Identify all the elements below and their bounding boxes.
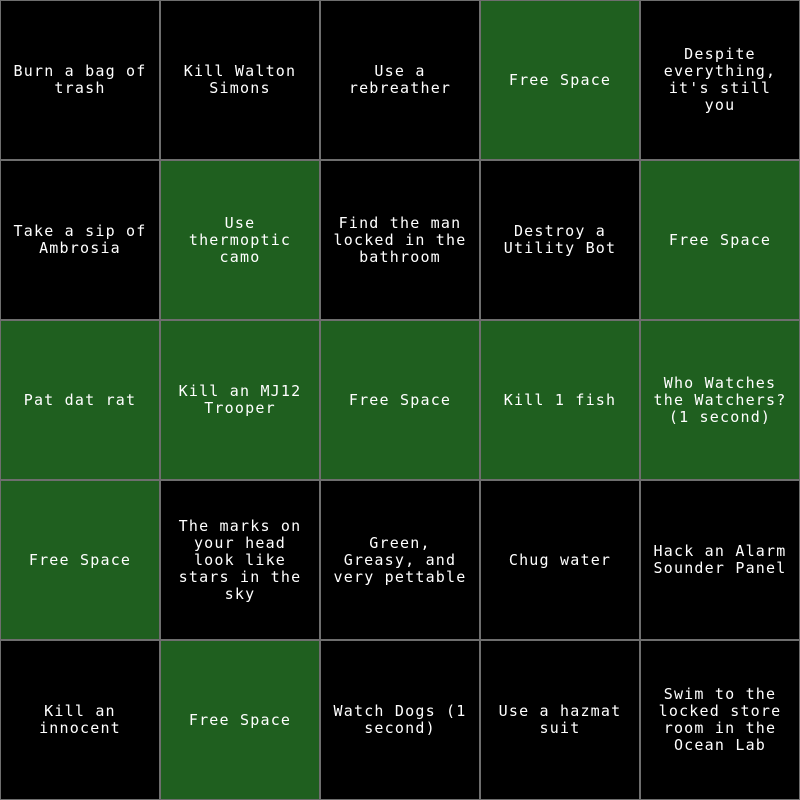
bingo-cell-label: Use thermoptic camo <box>188 213 292 266</box>
bingo-cell[interactable] <box>321 481 479 639</box>
bingo-cell[interactable] <box>1 481 159 639</box>
bingo-cell-label: Take a sip of Ambrosia <box>13 222 147 257</box>
bingo-cell-label: Swim to the locked store room in the Ocean Lab <box>658 685 782 754</box>
bingo-cell[interactable] <box>321 1 479 159</box>
bingo-cell[interactable] <box>641 321 799 479</box>
bingo-cell-label: Free Space <box>348 390 452 409</box>
bingo-cell-label: Destroy a Utility Bot <box>503 222 617 257</box>
bingo-cell[interactable] <box>1 641 159 799</box>
bingo-cell-label: Kill an innocent <box>39 702 121 737</box>
bingo-cell-label: Use a rebreather <box>348 62 452 97</box>
bingo-cell[interactable] <box>641 161 799 319</box>
bingo-cell[interactable] <box>641 481 799 639</box>
bingo-cell-label: Burn a bag of trash <box>13 62 147 97</box>
bingo-cell-label: Who Watches the Watchers? (1 second) <box>653 373 787 426</box>
bingo-cell[interactable] <box>481 321 639 479</box>
bingo-cell-label: Kill Walton Simons <box>183 62 297 97</box>
bingo-cell[interactable] <box>161 321 319 479</box>
bingo-cell[interactable] <box>1 1 159 159</box>
bingo-cell-label: Use a hazmat suit <box>498 702 622 737</box>
bingo-cell-label: Find the man locked in the bathroom <box>333 213 467 266</box>
bingo-cell-label: Kill 1 fish <box>503 390 617 409</box>
bingo-cell-label: Hack an Alarm Sounder Panel <box>653 542 787 577</box>
bingo-cell-label: Chug water <box>508 550 612 569</box>
bingo-cell[interactable] <box>481 161 639 319</box>
bingo-cell-label: Kill an MJ12 Trooper <box>178 382 302 417</box>
bingo-cell[interactable] <box>161 1 319 159</box>
bingo-cell-label: Free Space <box>28 550 132 569</box>
bingo-cell-label: Green, Greasy, and very pettable <box>333 533 467 586</box>
bingo-cell-label: Despite everything, it's still you <box>663 45 777 114</box>
bingo-cell-label: Watch Dogs (1 second) <box>333 702 467 737</box>
bingo-cell[interactable] <box>321 161 479 319</box>
bingo-cell[interactable] <box>321 641 479 799</box>
bingo-cell[interactable] <box>641 641 799 799</box>
bingo-cell[interactable] <box>161 481 319 639</box>
bingo-cell[interactable] <box>161 161 319 319</box>
bingo-cell[interactable] <box>1 321 159 479</box>
bingo-cell[interactable] <box>481 641 639 799</box>
bingo-cell-label: Free Space <box>508 70 612 89</box>
bingo-cell[interactable] <box>481 481 639 639</box>
bingo-cell[interactable] <box>321 321 479 479</box>
bingo-cell-label: The marks on your head look like stars in the sky <box>178 516 302 603</box>
bingo-cell[interactable] <box>1 161 159 319</box>
bingo-cell[interactable] <box>641 1 799 159</box>
bingo-cell[interactable] <box>481 1 639 159</box>
bingo-cell-label: Free Space <box>188 710 292 729</box>
bingo-cell[interactable] <box>161 641 319 799</box>
bingo-cell-label: Pat dat rat <box>23 390 137 409</box>
bingo-cell-label: Free Space <box>668 230 772 249</box>
